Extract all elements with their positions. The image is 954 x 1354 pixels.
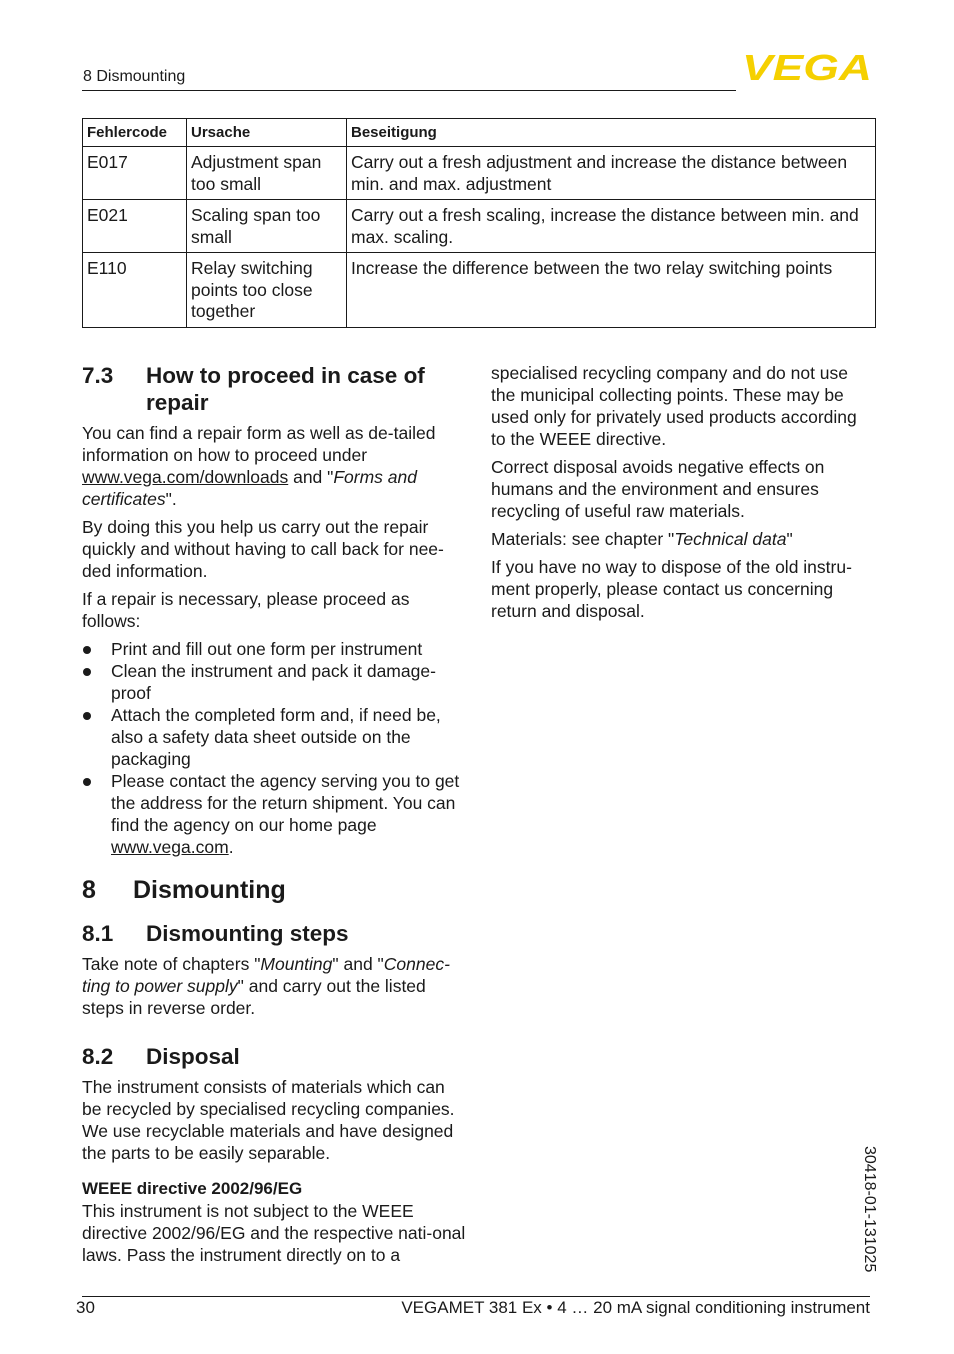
repair-paragraph-3: If a repair is necessary, please proceed as follows: <box>82 589 410 631</box>
error-table <box>82 118 876 328</box>
error-remedy: Increase the difference between the two relay switching points <box>347 253 876 328</box>
disposal-paragraph-4: Correct disposal avoids negative effects on humans and the environment and ensures recycling of useful raw materials. <box>491 457 825 521</box>
section-number: 7.3 <box>82 363 114 388</box>
right-column <box>491 362 875 628</box>
disposal-paragraph-2: This instrument is not subject to the WEEE directive 2002/96/EG and the respective nati-onal laws. Pass the instrument directly on to a <box>82 1201 466 1265</box>
text: " and carry out the listed steps in reverse order. <box>82 976 426 1018</box>
emphasis: Mounting <box>260 954 333 974</box>
list-item <box>82 770 466 858</box>
text: Take note of chapters " <box>82 954 261 974</box>
section-number: 8.1 <box>82 921 114 946</box>
weee-heading: WEEE directive 2002/96/EG <box>82 1179 303 1198</box>
chapter-title: Dismounting <box>133 876 286 904</box>
left-column <box>82 362 466 1272</box>
section-heading-7-3 <box>82 362 466 416</box>
section-heading-8-1 <box>82 920 466 947</box>
text: " and " <box>332 954 384 974</box>
repair-paragraph-1 <box>82 422 466 510</box>
error-cause: Adjustment span too small <box>187 147 347 200</box>
homepage-link[interactable]: www.vega.com <box>111 837 229 857</box>
emphasis: Technical data <box>674 529 787 549</box>
error-code: E017 <box>83 147 187 200</box>
error-cause: Scaling span too small <box>187 200 347 253</box>
repair-steps-list <box>82 638 466 858</box>
section-title: Dismounting steps <box>146 921 349 946</box>
logo-text: VEGA <box>742 52 872 82</box>
downloads-link[interactable]: www.vega.com/downloads <box>82 467 289 487</box>
section-title: Disposal <box>146 1044 240 1069</box>
error-cause: Relay switching points too close together <box>187 253 347 328</box>
col-header-code: Fehlercode <box>83 119 187 147</box>
side-document-code <box>861 1146 904 1296</box>
table-header-row <box>83 119 876 147</box>
section-title: How to proceed in case of repair <box>146 363 425 415</box>
list-item: Clean the instrument and pack it damage-proof <box>82 660 466 704</box>
disposal-paragraph-5 <box>491 528 875 550</box>
chapter-heading-8 <box>82 874 466 906</box>
table-row <box>83 200 876 253</box>
text: ". <box>165 489 177 509</box>
repair-paragraph-2: By doing this you help us carry out the repair quickly and without having to call back for nee-ded information. <box>82 517 444 581</box>
emphasis: Connec-ting to power supply <box>82 954 450 996</box>
error-code: E021 <box>83 200 187 253</box>
text: Please contact the agency serving you to get the address for the return shipment. You can find the agency on our home page <box>111 771 460 835</box>
error-code: E110 <box>83 253 187 328</box>
disposal-paragraph-6: If you have no way to dispose of the old instru-ment properly, please contact us concerning return and disposal. <box>491 557 852 621</box>
text: and " <box>288 467 334 487</box>
table-row <box>83 253 876 328</box>
chapter-number: 8 <box>82 876 96 904</box>
text: " <box>786 529 793 549</box>
running-head: 8 Dismounting <box>83 68 186 85</box>
vega-logo <box>742 52 872 82</box>
page-number: 30 <box>76 1298 95 1317</box>
col-header-cause: Ursache <box>187 119 347 147</box>
emphasis: Forms and certificates <box>82 467 417 509</box>
text: You can find a repair form as well as de-tailed information on how to proceed under <box>82 423 436 465</box>
section-number: 8.2 <box>82 1044 114 1069</box>
list-item: Print and fill out one form per instrument <box>82 638 466 660</box>
list-item: Attach the completed form and, if need be, also a safety data sheet outside on the packaging <box>82 704 466 770</box>
document-code: 30418-01-131025 <box>861 1146 878 1273</box>
footer-rule <box>82 1296 870 1297</box>
error-remedy: Carry out a fresh adjustment and increase the distance between min. and max. adjustment <box>347 147 876 200</box>
error-remedy: Carry out a fresh scaling, increase the distance between min. and max. scaling. <box>347 200 876 253</box>
col-header-remedy: Beseitigung <box>347 119 876 147</box>
section-heading-8-2 <box>82 1043 466 1070</box>
footer-document-title: VEGAMET 381 Ex • 4 … 20 mA signal conditioning instrument <box>401 1298 870 1317</box>
header-rule <box>82 90 736 91</box>
table-row <box>83 147 876 200</box>
disposal-paragraph-1: The instrument consists of materials which can be recycled by specialised recycling companies. We use recyclable materials and have designed the parts to be easily separable. <box>82 1077 455 1163</box>
disposal-paragraph-3: specialised recycling company and do not use the municipal collecting points. These may be used only for privately used products according to the WEEE directive. <box>491 363 857 449</box>
text: Materials: see chapter " <box>491 529 675 549</box>
dismounting-paragraph <box>82 953 466 1019</box>
text: . <box>228 837 234 857</box>
